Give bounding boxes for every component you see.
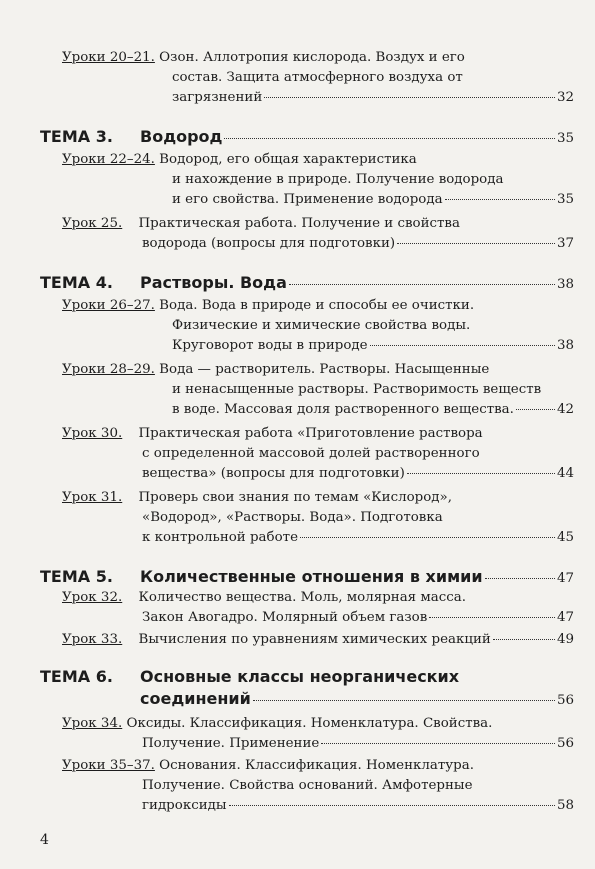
topic-heading: [40, 126, 574, 150]
lesson-entry: [62, 150, 574, 210]
lesson-text: состав. Защита атмосферного воздуха от: [172, 70, 463, 85]
lesson-text: Проверь свои знания по темам «Кислород»,: [138, 490, 452, 505]
page-ref: 56: [556, 693, 574, 708]
lesson-last-line: Урок 33. Вычисления по уравнениям химических реакций 49: [62, 630, 574, 650]
lesson-text: Основания. Классификация. Номенклатура.: [159, 758, 474, 773]
page-ref: 58: [556, 798, 574, 813]
lesson-last-line: водорода (вопросы для подготовки) 37: [62, 234, 574, 254]
lesson-text: Получение. Свойства оснований. Амфотерные: [142, 778, 473, 793]
lesson-text: «Водород», «Растворы. Вода». Подготовка: [142, 510, 443, 525]
lesson-label: Уроки 20–21.: [62, 50, 155, 65]
page-ref: 49: [556, 632, 574, 647]
lesson-text: и нахождение в природе. Получение водорода: [172, 172, 504, 187]
lesson-label: Урок 25.: [62, 216, 123, 231]
lesson-entry: [62, 296, 574, 356]
lesson-entry: [62, 756, 574, 816]
lesson-text: Количество вещества. Моль, молярная масса.: [138, 590, 467, 605]
lesson-entry: [62, 630, 574, 650]
page-ref: 56: [556, 736, 574, 751]
lesson-text: Практическая работа «Приготовление раствора: [138, 426, 483, 441]
topic-label: ТЕМА 6.: [40, 667, 113, 686]
page-ref: 42: [556, 402, 574, 417]
page-ref: 35: [556, 192, 574, 207]
lesson-label: Уроки 26–27.: [62, 298, 155, 313]
topic-label: ТЕМА 5.: [40, 567, 113, 586]
lesson-text: Вода. Вода в природе и способы ее очистки.: [159, 298, 475, 313]
page-ref: 44: [556, 466, 574, 481]
page-ref: 45: [556, 530, 574, 545]
lesson-text: Водород, его общая характеристика: [159, 152, 417, 167]
lesson-label: Урок 33.: [62, 632, 123, 647]
lesson-last-line: загрязнений 32: [62, 88, 574, 108]
lesson-last-line: в воде. Массовая доля растворенного вещества. 42: [62, 400, 574, 420]
lesson-text: Физические и химические свойства воды.: [172, 318, 471, 333]
topic-title-cont: соединений: [140, 689, 251, 708]
page-ref: 35: [556, 131, 574, 146]
lesson-last-line: Круговорот воды в природе 38: [62, 336, 574, 356]
topic-title: Количественные отношения в химии: [140, 567, 483, 586]
lesson-label: Урок 32.: [62, 590, 123, 605]
topic-label: ТЕМА 4.: [40, 273, 113, 292]
topic-heading: [40, 272, 574, 296]
lesson-last-line: и его свойства. Применение водорода 35: [62, 190, 574, 210]
lesson-entry: [62, 588, 574, 628]
lesson-entry: [62, 714, 574, 754]
lesson-last-line: гидроксиды 58: [62, 796, 574, 816]
page-ref: 37: [556, 236, 574, 251]
lesson-entry: [62, 360, 574, 420]
page-ref: 38: [556, 277, 574, 292]
topic-title: Растворы. Вода: [140, 273, 287, 292]
page-ref: 38: [556, 338, 574, 353]
lesson-label: Урок 30.: [62, 426, 123, 441]
topic-title: Основные классы неорганических: [140, 667, 460, 686]
topic-heading: [40, 666, 574, 712]
lesson-text: Озон. Аллотропия кислорода. Воздух и его: [159, 50, 465, 65]
lesson-text: и ненасыщенные растворы. Растворимость веществ: [172, 382, 542, 397]
lesson-text: Оксиды. Классификация. Номенклатура. Свойства.: [126, 716, 493, 731]
lesson-last-line: Закон Авогадро. Молярный объем газов 47: [62, 608, 574, 628]
page-ref: 32: [556, 90, 574, 105]
lesson-text: с определенной массовой долей растворенного: [142, 446, 480, 461]
lesson-entry: [62, 488, 574, 548]
lesson-entry: [62, 424, 574, 484]
lesson-entry: [62, 48, 574, 108]
topic-title: Водород: [140, 127, 223, 146]
page-number: 4: [40, 832, 49, 848]
topic-heading: [40, 566, 574, 590]
lesson-entry: [62, 214, 574, 254]
lesson-label: Урок 34.: [62, 716, 123, 731]
lesson-label: Уроки 35–37.: [62, 758, 155, 773]
lesson-label: Уроки 22–24.: [62, 152, 155, 167]
page-ref: 47: [556, 571, 574, 586]
page-ref: 47: [556, 610, 574, 625]
lesson-label: Уроки 28–29.: [62, 362, 155, 377]
lesson-text: Практическая работа. Получение и свойства: [138, 216, 460, 231]
lesson-last-line: Получение. Применение 56: [62, 734, 574, 754]
lesson-last-line: к контрольной работе 45: [62, 528, 574, 548]
lesson-text: Вода — растворитель. Растворы. Насыщенные: [159, 362, 490, 377]
topic-label: ТЕМА 3.: [40, 127, 113, 146]
lesson-last-line: вещества» (вопросы для подготовки) 44: [62, 464, 574, 484]
lesson-label: Урок 31.: [62, 490, 123, 505]
